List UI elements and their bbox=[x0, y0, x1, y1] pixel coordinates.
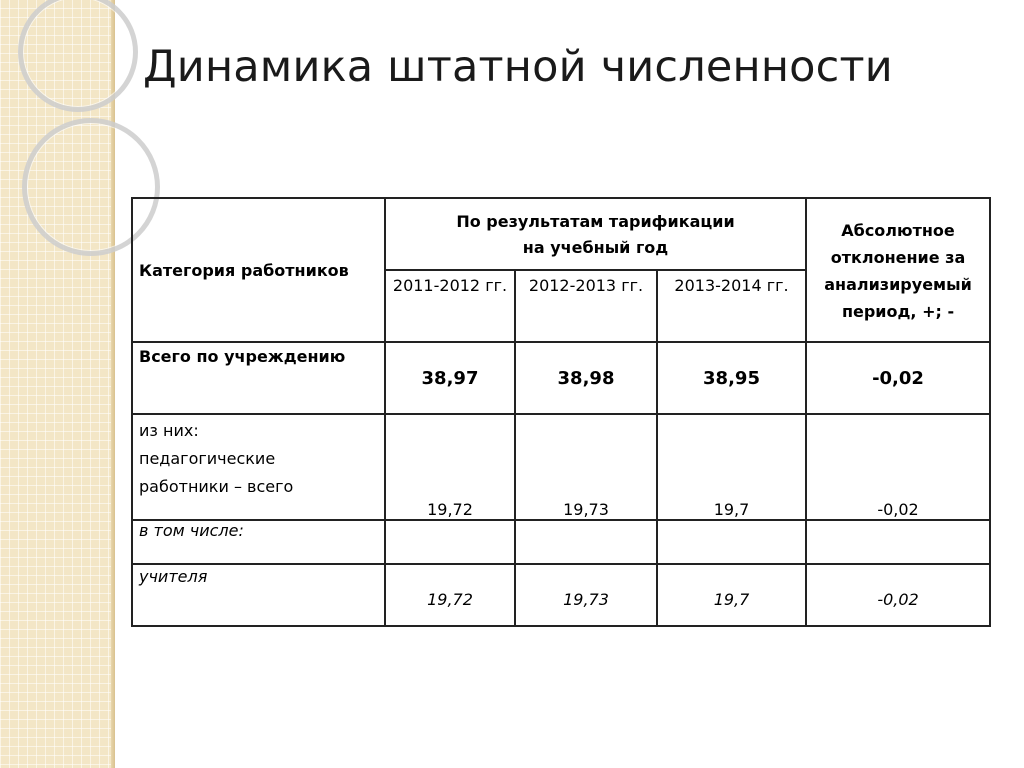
header-deviation: Абсолютное отклонение за анализируемый период, +; - bbox=[806, 198, 990, 342]
row-ped-line1: из них: bbox=[139, 421, 199, 440]
row-ped-line2: педагогические bbox=[139, 449, 276, 468]
row-total-deviation: -0,02 bbox=[806, 342, 990, 414]
slide-title: Динамика штатной численности bbox=[143, 42, 893, 92]
row-incl-2012 bbox=[515, 520, 657, 564]
header-year-2012: 2012-2013 гг. bbox=[515, 270, 657, 342]
header-year-2011: 2011-2012 гг. bbox=[385, 270, 515, 342]
row-teach-category: учителя bbox=[132, 564, 385, 626]
row-total-2012: 38,98 bbox=[515, 342, 657, 414]
decorative-sidebar bbox=[0, 0, 113, 768]
row-teach-2013: 19,7 bbox=[657, 564, 806, 626]
row-ped-category bbox=[132, 414, 385, 520]
table-row bbox=[132, 342, 990, 414]
table-row bbox=[132, 414, 990, 520]
row-teach-2011: 19,72 bbox=[385, 564, 515, 626]
row-ped-line3: работники – всего bbox=[139, 477, 294, 496]
row-ped-2011: 19,72 bbox=[385, 414, 515, 520]
header-year-2013: 2013-2014 гг. bbox=[657, 270, 806, 342]
sidebar-edge bbox=[111, 0, 115, 768]
header-group-line1: По результатам тарификации bbox=[456, 212, 735, 231]
row-total-2013: 38,95 bbox=[657, 342, 806, 414]
table-row bbox=[132, 520, 990, 564]
table-row bbox=[132, 564, 990, 626]
header-tariff-group bbox=[385, 198, 806, 270]
row-incl-2011 bbox=[385, 520, 515, 564]
row-ped-deviation: -0,02 bbox=[806, 414, 990, 520]
staffing-table bbox=[131, 197, 991, 627]
row-teach-deviation: -0,02 bbox=[806, 564, 990, 626]
row-ped-2012: 19,73 bbox=[515, 414, 657, 520]
header-category: Категория работников bbox=[132, 198, 385, 342]
decorative-ring-top bbox=[18, 0, 138, 112]
row-incl-2013 bbox=[657, 520, 806, 564]
table-header-row bbox=[132, 198, 990, 270]
row-ped-2013: 19,7 bbox=[657, 414, 806, 520]
row-total-category: Всего по учреждению bbox=[132, 342, 385, 414]
row-incl-deviation bbox=[806, 520, 990, 564]
header-group-line2: на учебный год bbox=[522, 238, 669, 257]
row-incl-category: в том числе: bbox=[132, 520, 385, 564]
row-teach-2012: 19,73 bbox=[515, 564, 657, 626]
row-total-2011: 38,97 bbox=[385, 342, 515, 414]
